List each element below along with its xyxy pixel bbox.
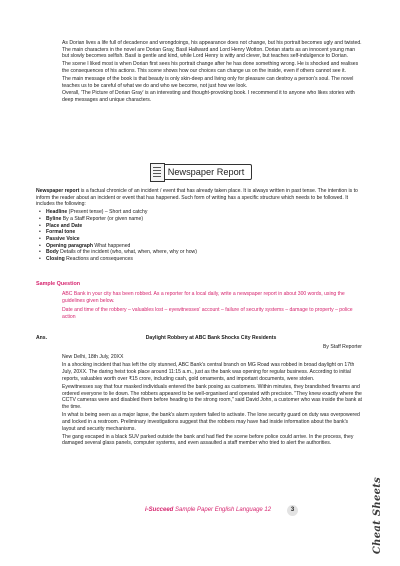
sample-question-title: Sample Question — [36, 281, 81, 287]
definition — [36, 188, 362, 208]
bullet-icon: • — [39, 235, 41, 242]
newspaper-report-section — [36, 188, 362, 263]
feature-detail: Reactions and consequences — [64, 256, 133, 263]
list-item — [36, 256, 362, 263]
report-paragraph-3: In what is being seen as a major lapse, the bank's alarm system failed to activate. The lone security guard on duty was overpowered and locked in a restroom. Preliminary investigations suggest that the robbers may have had inside information about the bank's layout and security mechanisms. — [62, 412, 360, 432]
feature-term: Opening paragraph — [46, 242, 93, 249]
bullet-icon: • — [39, 256, 41, 263]
bullet-icon: • — [39, 249, 41, 256]
bullet-icon: • — [39, 222, 41, 229]
footer — [0, 505, 400, 519]
bullet-icon: • — [39, 215, 41, 222]
review-paragraph-2: The scene I liked most is when Dorian first sees his portrait change after he has done something wrong. He is shocked and realises the consequences of his actions. This scene shows how our choices can change us on the inside, even if others cannot see it. — [62, 61, 359, 74]
feature-term: Headline — [46, 209, 68, 216]
report-paragraph-4: The gang escaped in a black SUV parked outside the bank and had fled the scene before police could arrive. In the process, they damaged several glass panels, computer systems, and even assaulted a staff member who tried to alert the authorities. — [62, 433, 354, 447]
feature-term: Body — [46, 249, 59, 256]
report-dateline: New Delhi, 18th July, 20XX — [62, 354, 124, 360]
list-item — [36, 249, 362, 256]
sample-question — [62, 291, 362, 324]
newspaper-report-banner — [150, 162, 260, 182]
feature-detail: What happened — [92, 242, 131, 249]
footer-book-name: Sample Paper English Language 12 — [173, 507, 272, 513]
feature-term: Formal tone — [46, 229, 76, 236]
review-paragraph-4: Overall, 'The Picture of Dorian Gray' is an interesting and thought-provoking book. I recommend it to anyone who likes stories with deep messages and unique characters. — [62, 90, 355, 104]
review-paragraph-1: As Dorian lives a life full of decadence and wrongdoings, his appearance does not change, but his portrait becomes ugly and twisted. The main characters in the novel are Dorian Gray, Basil Hallward and Lord Henry Wotton. Dorian starts as an innocent young man but slowly becomes selfish. Basil is gentle and kind, while Lord Henry is witty and clever, but teaches self-indulgence to Dorian. — [62, 40, 362, 60]
feature-detail: Details of the incident (who, what, when, where, why or how) — [58, 249, 197, 256]
list-item — [36, 243, 362, 250]
report-body — [62, 354, 362, 449]
review-paragraph-3: The main message of the book is that beauty is only skin-deep and living only for pleasure can destroy a person's soul. The novel teaches us to be careful of what we do and who we become, not just how we look. — [62, 75, 354, 89]
list-item — [36, 216, 362, 223]
document-icon — [150, 163, 165, 182]
feature-detail: By a Staff Reporter (or given name) — [61, 215, 144, 222]
features-list — [36, 209, 362, 263]
bullet-icon: • — [39, 229, 41, 236]
feature-term: Place and Date — [46, 222, 83, 229]
list-item — [36, 223, 362, 230]
bullet-icon: • — [39, 209, 41, 216]
definition-term: Newspaper report — [36, 188, 80, 194]
report-paragraph-1: In a shocking incident that has left the city stunned, ABC Bank's central branch on MG Road was robbed in broad daylight on 17th July, 20XX. The daring heist took place around 11:15 a.m., just as the bank was opening for regular business. According to initial reports, valuables worth over ₹15 crore, including cash, gold ornaments, and important documents, were stolen. — [62, 362, 355, 382]
newspaper-report-label: Newspaper Report — [160, 164, 252, 180]
list-item — [36, 209, 362, 216]
sample-question-guidelines: Date and time of the robbery – valuables lost – eyewitnesses' account – failure of security systems – damage to property – police action — [62, 307, 353, 321]
footer-book-title — [145, 507, 271, 513]
page-number: 3 — [287, 505, 298, 516]
list-item — [36, 229, 362, 236]
feature-term: Byline — [46, 215, 62, 222]
feature-term: Closing — [46, 256, 65, 263]
footer-brand: i-Succeed — [145, 507, 174, 513]
report-byline: By Staff Reporter — [323, 344, 362, 350]
answer-label: Ans. — [36, 335, 48, 341]
list-item — [36, 236, 362, 243]
feature-detail: (Present tense) – Short and catchy — [67, 209, 148, 216]
definition-text: is a factual chronicle of an incident / event that has already taken place. It is always written in past tense. The intention is to inform the reader about an incident or event that has happened. Such form of writing has a specific structure which needs to be followed. It includes the following: — [36, 188, 358, 208]
sample-question-prompt: ABC Bank in your city has been robbed. As a reporter for a local daily, write a newspaper report in about 300 words, using the guidelines given below. — [62, 291, 345, 304]
report-headline: Daylight Robbery at ABC Bank Shocks City Residents — [145, 335, 277, 341]
review-text — [62, 40, 362, 105]
feature-term: Passive Voice — [46, 235, 80, 242]
cheat-sheets-logo-text: Cheat Sheets — [372, 476, 384, 554]
report-paragraph-2: Eyewitnesses say that four masked individuals entered the bank posing as customers. Within minutes, they brandished firearms and ordered everyone to lie down. The robbers appeared to be well-organised and operated with precision. "They knew exactly where the CCTV cameras were and disabled them before heading to the strong room," said David John, a customer who was inside the bank at the time. — [62, 383, 362, 410]
bullet-icon: • — [39, 242, 41, 249]
